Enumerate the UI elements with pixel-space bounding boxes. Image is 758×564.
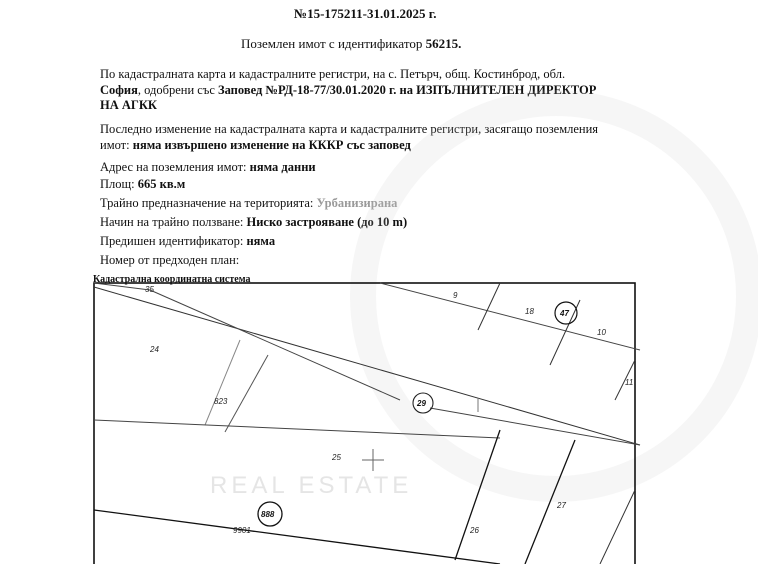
boundary-top-right [380, 283, 640, 350]
parcel-10-label: 10 [597, 328, 606, 337]
last-change-line: Последно изменение на кадастралната карта и кадастралните регистри, засягащо поземления [100, 122, 599, 136]
last-change-value: няма извършено изменение на КККР със заповед [132, 138, 411, 152]
parcel-25-label: 25 [332, 453, 341, 462]
watermark-text: REAL ESTATE [210, 472, 413, 499]
cadastral-map-line: По кадастралната карта и кадастралните регистри, на с. Петърч, общ. Костинброд, обл. [100, 67, 566, 81]
parcel-47-label: 47 [560, 309, 569, 318]
parcel-823-label: 823 [214, 397, 228, 406]
area-label: Площ: [100, 177, 138, 191]
usage-value: Ниско застрояване (до 10 m) [246, 215, 408, 229]
parcel-26-label: 26 [470, 526, 479, 535]
parcel-11-label: 11 [625, 378, 634, 387]
area-value: 665 кв.м [137, 177, 186, 191]
parcel-888-label: 888 [261, 510, 275, 519]
previous-id-value: няма [246, 234, 276, 248]
address-value: няма данни [249, 160, 316, 174]
boundary-27 [600, 490, 635, 564]
boundary-top-diagonal [94, 287, 640, 445]
previous-id-label: Предишен идентификатор: [100, 234, 247, 248]
boundary-bottom [94, 510, 500, 564]
parcel-29-label: 29 [417, 399, 426, 408]
boundary-823-left [205, 340, 240, 425]
boundary-26-left [455, 430, 500, 560]
purpose-label: Трайно предназначение на територията: [100, 196, 317, 210]
parcel-27-label: 27 [557, 501, 566, 510]
usage-label: Начин на трайно ползване: [100, 215, 247, 229]
boundary-823-right [225, 355, 268, 432]
boundary-middle [94, 420, 500, 438]
last-change-label: имот: [100, 138, 133, 152]
subtitle-text: Поземлен имот с идентификатор [241, 36, 423, 51]
parcel-9-label: 9 [453, 291, 458, 300]
agency-line: НА АГКК [100, 98, 157, 112]
map-title: Кадастрална координатна система [93, 274, 251, 285]
parcel-35-label: 35 [145, 285, 154, 294]
boundary-18-left [478, 283, 500, 330]
parcel-9901-label: 9901 [233, 526, 251, 535]
document-number: №15-175211-31.01.2025 г. [294, 6, 437, 21]
property-identifier: 56215. [425, 36, 462, 51]
approval-text: , одобрени със [137, 83, 215, 97]
boundary-road [430, 408, 640, 445]
plan-number-label: Номер от предходен план: [100, 253, 240, 267]
boundary-26-right [525, 440, 575, 564]
order-reference: Заповед №РД-18-77/30.01.2020 г. на ИЗПЪЛНИТЕЛЕН ДИРЕКТОР [214, 83, 597, 97]
address-label: Адрес на поземления имот: [100, 160, 250, 174]
parcel-24-label: 24 [150, 345, 159, 354]
region-name: София [100, 83, 138, 97]
boundary-upper [150, 290, 400, 400]
purpose-value: Урбанизирана [316, 196, 398, 210]
parcel-18-label: 18 [525, 307, 534, 316]
